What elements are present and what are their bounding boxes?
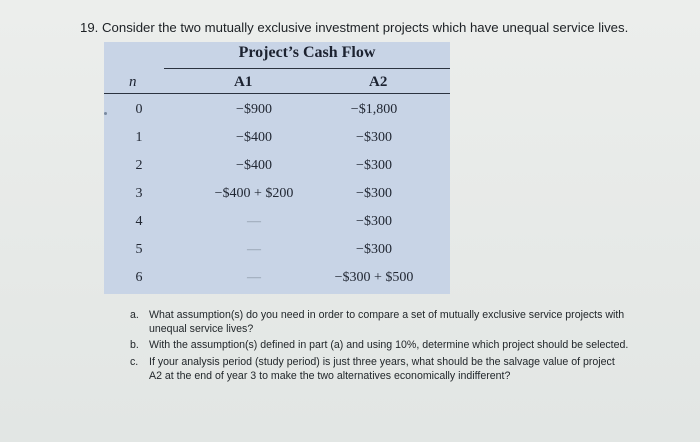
row-4-a1: — bbox=[247, 214, 261, 229]
row-5-n: 5 bbox=[135, 242, 143, 257]
part-text: What assumption(s) do you need in order to compare a set of mutually exclusive service projects with unequal service lives? bbox=[149, 309, 625, 335]
row-1-a2: −$300 bbox=[356, 130, 392, 145]
table-heading: Project’s Cash Flow bbox=[238, 44, 376, 61]
question-parts bbox=[130, 309, 630, 387]
part-text: If your analysis period (study period) is just three years, what should be the salvage value of project A2 at the end of year 3 to make the two alternatives economically indifferent? bbox=[149, 356, 615, 382]
row-4-n: 4 bbox=[135, 214, 143, 229]
row-2-a2: −$300 bbox=[356, 158, 392, 173]
question-part-c bbox=[130, 356, 630, 383]
row-6-n: 6 bbox=[135, 270, 143, 285]
header-rule bbox=[104, 93, 450, 94]
row-6-a2: −$300 + $500 bbox=[334, 270, 414, 285]
question-title: 19. Consider the two mutually exclusive investment projects which have unequal service lives. bbox=[80, 20, 629, 35]
row-1-a1: −$400 bbox=[236, 130, 272, 145]
column-header-a2: A2 bbox=[369, 74, 388, 90]
margin-marker bbox=[104, 112, 107, 115]
row-3-a2: −$300 bbox=[356, 186, 392, 201]
row-6-a1: — bbox=[247, 270, 261, 285]
row-1-n: 1 bbox=[135, 130, 143, 145]
part-letter: a. bbox=[130, 309, 139, 321]
column-header-a1: A1 bbox=[234, 74, 253, 90]
part-text: With the assumption(s) defined in part (a) and using 10%, determine which project should be selected. bbox=[149, 339, 629, 352]
row-0-a1: −$900 bbox=[236, 102, 272, 117]
row-4-a2: −$300 bbox=[356, 214, 392, 229]
cash-flow-table bbox=[104, 42, 450, 294]
row-3-n: 3 bbox=[135, 186, 143, 201]
row-2-a1: −$400 bbox=[236, 158, 272, 173]
row-0-n: 0 bbox=[135, 102, 143, 117]
column-header-n: n bbox=[129, 74, 137, 90]
heading-rule bbox=[164, 68, 450, 69]
row-0-a2: −$1,800 bbox=[350, 102, 398, 117]
question-part-b bbox=[130, 339, 630, 353]
row-3-a1: −$400 + $200 bbox=[214, 186, 294, 201]
question-part-a bbox=[130, 309, 630, 336]
part-letter: b. bbox=[130, 339, 139, 352]
part-letter: c. bbox=[130, 356, 139, 369]
row-2-n: 2 bbox=[135, 158, 143, 173]
row-5-a2: −$300 bbox=[356, 242, 392, 257]
row-5-a1: — bbox=[247, 242, 261, 257]
